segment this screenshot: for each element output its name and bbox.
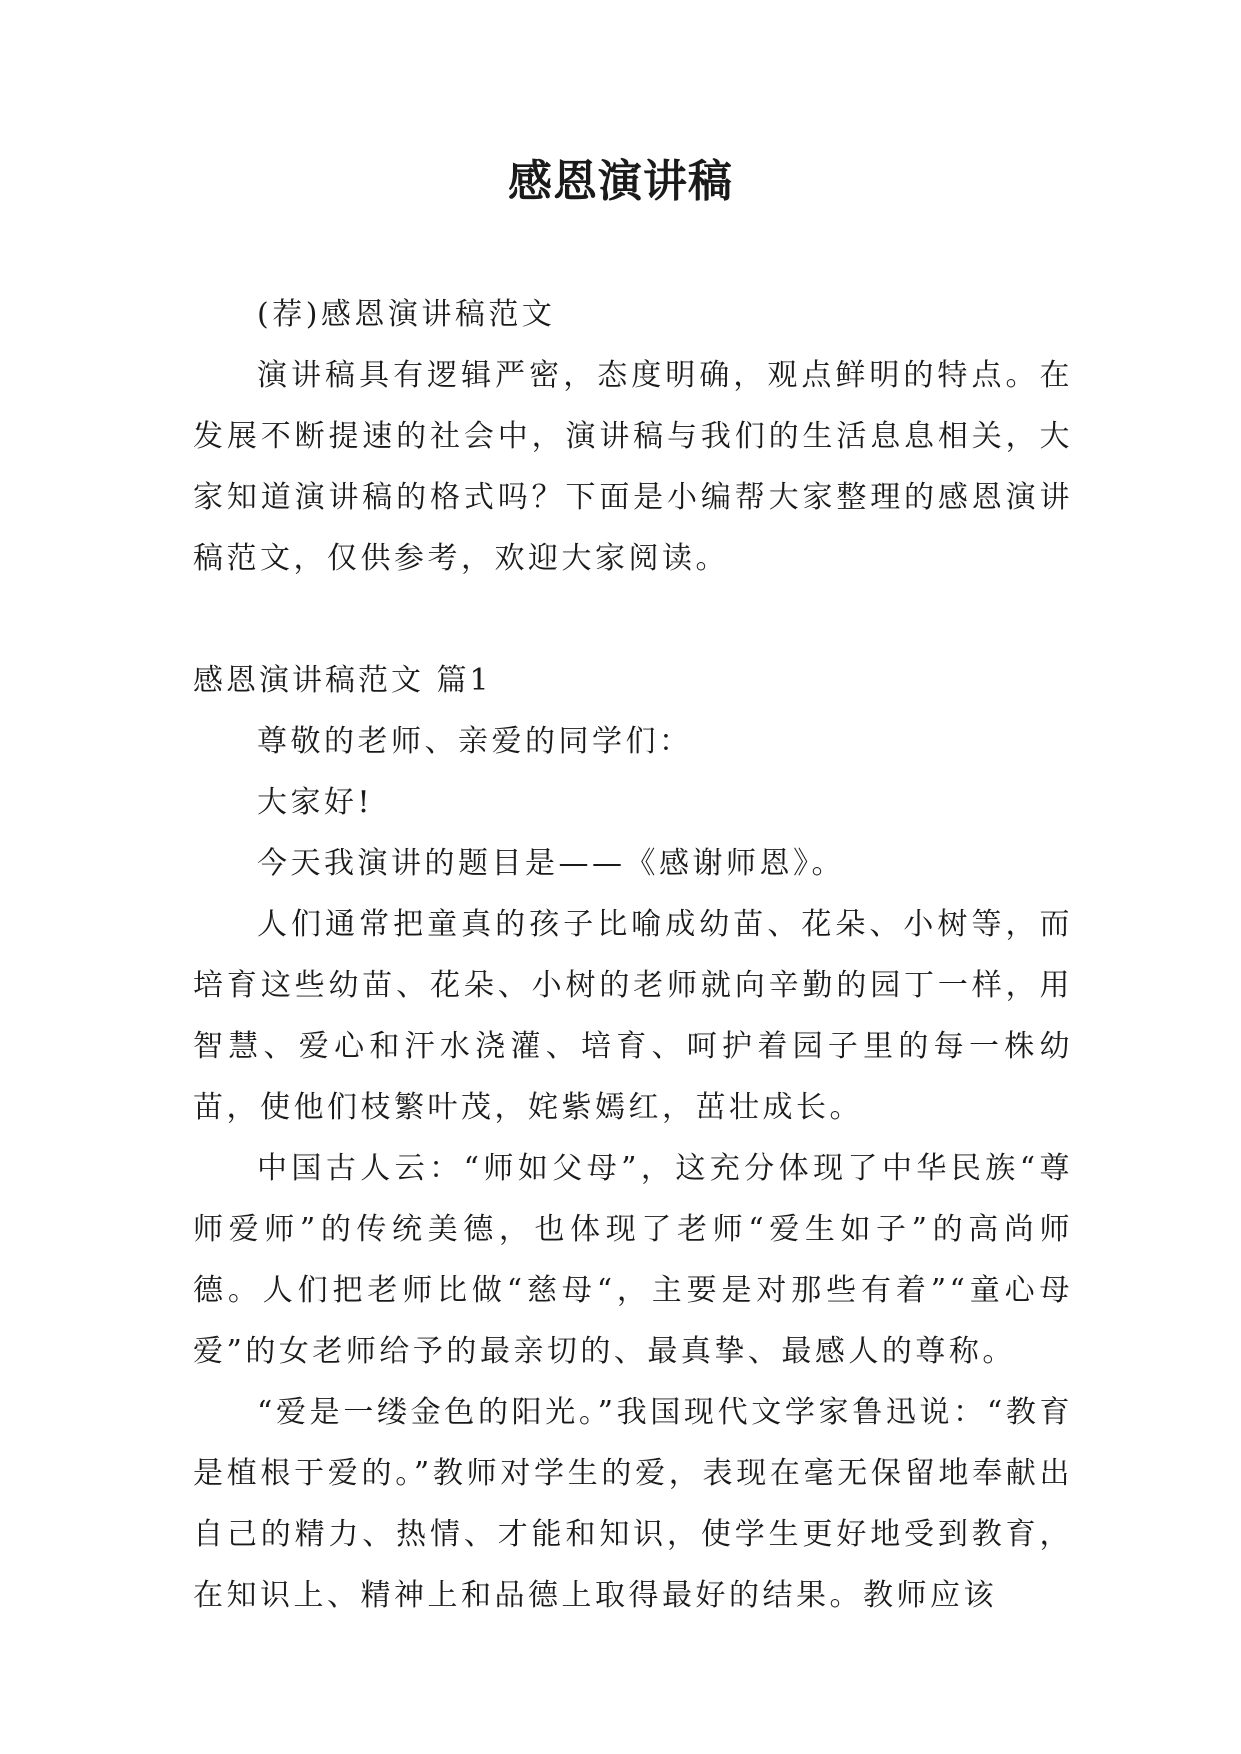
paragraph: 尊敬的老师、亲爱的同学们： bbox=[257, 724, 693, 759]
paragraph: 大家好! bbox=[257, 785, 374, 820]
intro-paragraph: 演讲稿具有逻辑严密，态度明确，观点鲜明的特点。在发展不断提速的社会中，演讲稿与我们的生活息息相关，大家知道演讲稿的格式吗？下面是小编帮大家整理的感恩演讲稿范文，仅供参考，欢迎大家阅读。 bbox=[193, 358, 1073, 576]
document-title: 感恩演讲稿 bbox=[508, 156, 733, 207]
spacer bbox=[193, 589, 1073, 650]
intro-line: (荐)感恩演讲稿范文 bbox=[257, 297, 556, 332]
paragraph: 中国古人云：“师如父母”，这充分体现了中华民族“尊师爱师”的传统美德，也体现了老师“爱生如子”的高尚师德。人们把老师比做“慈母“，主要是对那些有着”“童心母爱”的女老师给予的最亲切的、最真挚、最感人的尊称。 bbox=[193, 1151, 1073, 1369]
paragraph: 今天我演讲的题目是——《感谢师恩》。 bbox=[257, 846, 845, 881]
paragraph: 人们通常把童真的孩子比喻成幼苗、花朵、小树等，而培育这些幼苗、花朵、小树的老师就向辛勤的园丁一样，用智慧、爱心和汗水浇灌、培育、呵护着园子里的每一株幼苗，使他们枝繁叶茂，姹紫嫣红，茁壮成长。 bbox=[193, 907, 1073, 1125]
section-heading: 感恩演讲稿范文 篇1 bbox=[193, 663, 492, 698]
paragraph: “爱是一缕金色的阳光。”我国现代文学家鲁迅说：“教育是植根于爱的。”教师对学生的爱，表现在毫无保留地奉献出自己的精力、热情、才能和知识，使学生更好地受到教育，在知识上、精神上和品德上取得最好的结果。教师应该 bbox=[193, 1395, 1073, 1613]
document-body bbox=[193, 284, 1073, 1626]
